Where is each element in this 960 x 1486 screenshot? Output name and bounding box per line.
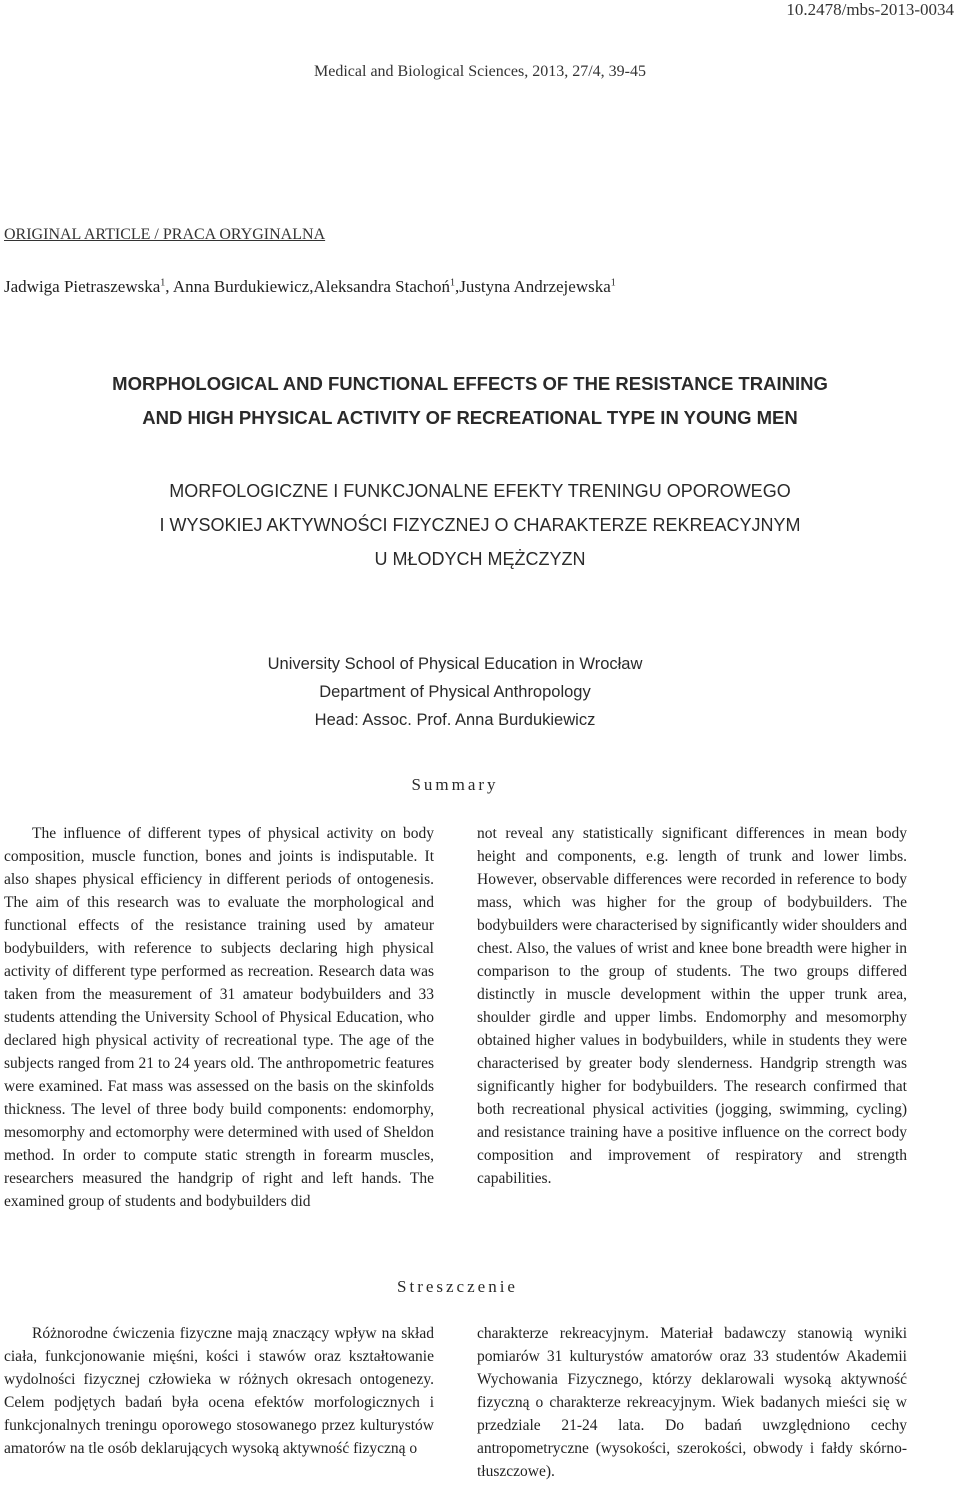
- author-separator: ,: [165, 277, 173, 296]
- summary-column-left: [4, 822, 434, 1213]
- author-affiliation-mark: 1: [610, 277, 616, 289]
- author-separator: ,: [454, 277, 460, 296]
- summary-heading: Summary: [411, 775, 499, 794]
- affiliation-line: University School of Physical Education in Wrocław: [267, 655, 643, 673]
- title-polish-line: U MŁODYCH MĘŻCZYZN: [374, 549, 586, 569]
- affiliation-line: Department of Physical Anthropology: [319, 683, 591, 701]
- title-polish-line: I WYSOKIEJ AKTYWNOŚCI FIZYCZNEJ O CHARAKTERZE REKREACYJNYM: [159, 515, 801, 535]
- doi[interactable]: 10.2478/mbs-2013-0034: [786, 0, 954, 19]
- affiliation-line: Head: Assoc. Prof. Anna Burdukiewicz: [314, 711, 596, 729]
- author-name: Justyna Andrzejewska: [459, 277, 611, 296]
- streszczenie-column-left: [4, 1322, 434, 1460]
- title-english: [0, 367, 940, 435]
- author-name: Anna Burdukiewicz,: [172, 277, 314, 296]
- streszczenie-paragraph: Różnorodne ćwiczenia fizyczne mają znaczący wpływ na skład ciała, funkcjonowanie mięśni, kości i stawów oraz kształtowanie wydolności fizycznej człowieka w różnych okresach ontogenezy. Celem podjętych badań była ocena efektów morfologicznych i funkcjonalnych treningu oporowego stosowanego przez kulturystów amatorów na tle osób deklarujących wysoką aktywność fizyczną o: [4, 1325, 434, 1457]
- journal-citation: Medical and Biological Sciences, 2013, 27/4, 39-45: [314, 63, 646, 80]
- author-affiliation-mark: 1: [449, 277, 455, 289]
- title-english-line: AND HIGH PHYSICAL ACTIVITY OF RECREATIONAL TYPE IN YOUNG MEN: [142, 407, 798, 428]
- author-list: [4, 277, 616, 297]
- author-name: Aleksandra Stachoń: [313, 277, 450, 296]
- streszczenie-heading: Streszczenie: [397, 1277, 518, 1296]
- article-type: ORIGINAL ARTICLE / PRACA ORYGINALNA: [4, 226, 326, 243]
- summary-paragraph: The influence of different types of physical activity on body composition, muscle function, bones and joints is indisputable. It also shapes physical efficiency in different periods of ontogenesis. The aim of this research was to evaluate the morphological and functional effects of the resistance training used by amateur bodybuilders, with reference to subjects declaring high physical activity of different type performed as recreation. Research data was taken from the measurement of 31 amateur bodybuilders and 33 students attending the University School of Physical Education, who declared high physical activity of recreational type. The age of the subjects ranged from 21 to 24 years old. The anthropometric features were examined. Fat mass was assessed on the basis on the skinfolds thickness. The level of three body build components: endomorphy, mesomorphy and ectomorphy were determined with used of Sheldon method. In order to compute static strength in forearm muscles, researchers measured the handgrip of right and left hands. The examined group of students and bodybuilders did: [4, 825, 434, 1210]
- streszczenie-column-right: [477, 1322, 907, 1483]
- title-polish-line: MORFOLOGICZNE I FUNKCJONALNE EFEKTY TRENINGU OPOROWEGO: [169, 481, 791, 501]
- summary-paragraph-continued: not reveal any statistically significant differences in mean body height and components, e.g. length of trunk and lower limbs. However, observable differences were recorded in reference to body mass, which was higher for the group of bodybuilders. The bodybuilders were characterised by significantly wider shoulders and chest. Also, the values of wrist and knee bone breadth were higher in comparison to the group of students. The two groups differed distinctly in muscle development within the upper trunk area, shoulder girdle and upper limbs. Endomorphy and mesomorphy obtained higher values in bodybuilders, while in students they were characterised by greater body slenderness. Handgrip strength was significantly higher for bodybuilders. The research confirmed that both recreational physical activities (jogging, swimming, cycling) and resistance training have a positive influence on the correct body composition and improvement of respiratory and strength capabilities.: [477, 825, 907, 1187]
- title-english-line: MORPHOLOGICAL AND FUNCTIONAL EFFECTS OF THE RESISTANCE TRAINING: [112, 373, 828, 394]
- author-affiliation-mark: 1: [160, 277, 166, 289]
- title-polish: [0, 474, 960, 576]
- author-name: Jadwiga Pietraszewska: [4, 277, 161, 296]
- streszczenie-paragraph-continued: charakterze rekreacyjnym. Materiał badawczy stanowią wyniki pomiarów 31 kulturystów amatorów oraz 33 studentów Akademii Wychowania Fizycznego, którzy deklarowali wysoką aktywność fizyczną o charakterze rekreacyjnym. Wiek badanych mieści się w przedziale 21-24 lata. Do badań uwzględniono cechy antropometryczne (wysokości, szerokości, obwody i fałdy skórno-tłuszczowe).: [477, 1325, 907, 1480]
- affiliation: [0, 650, 910, 734]
- summary-column-right: [477, 822, 907, 1190]
